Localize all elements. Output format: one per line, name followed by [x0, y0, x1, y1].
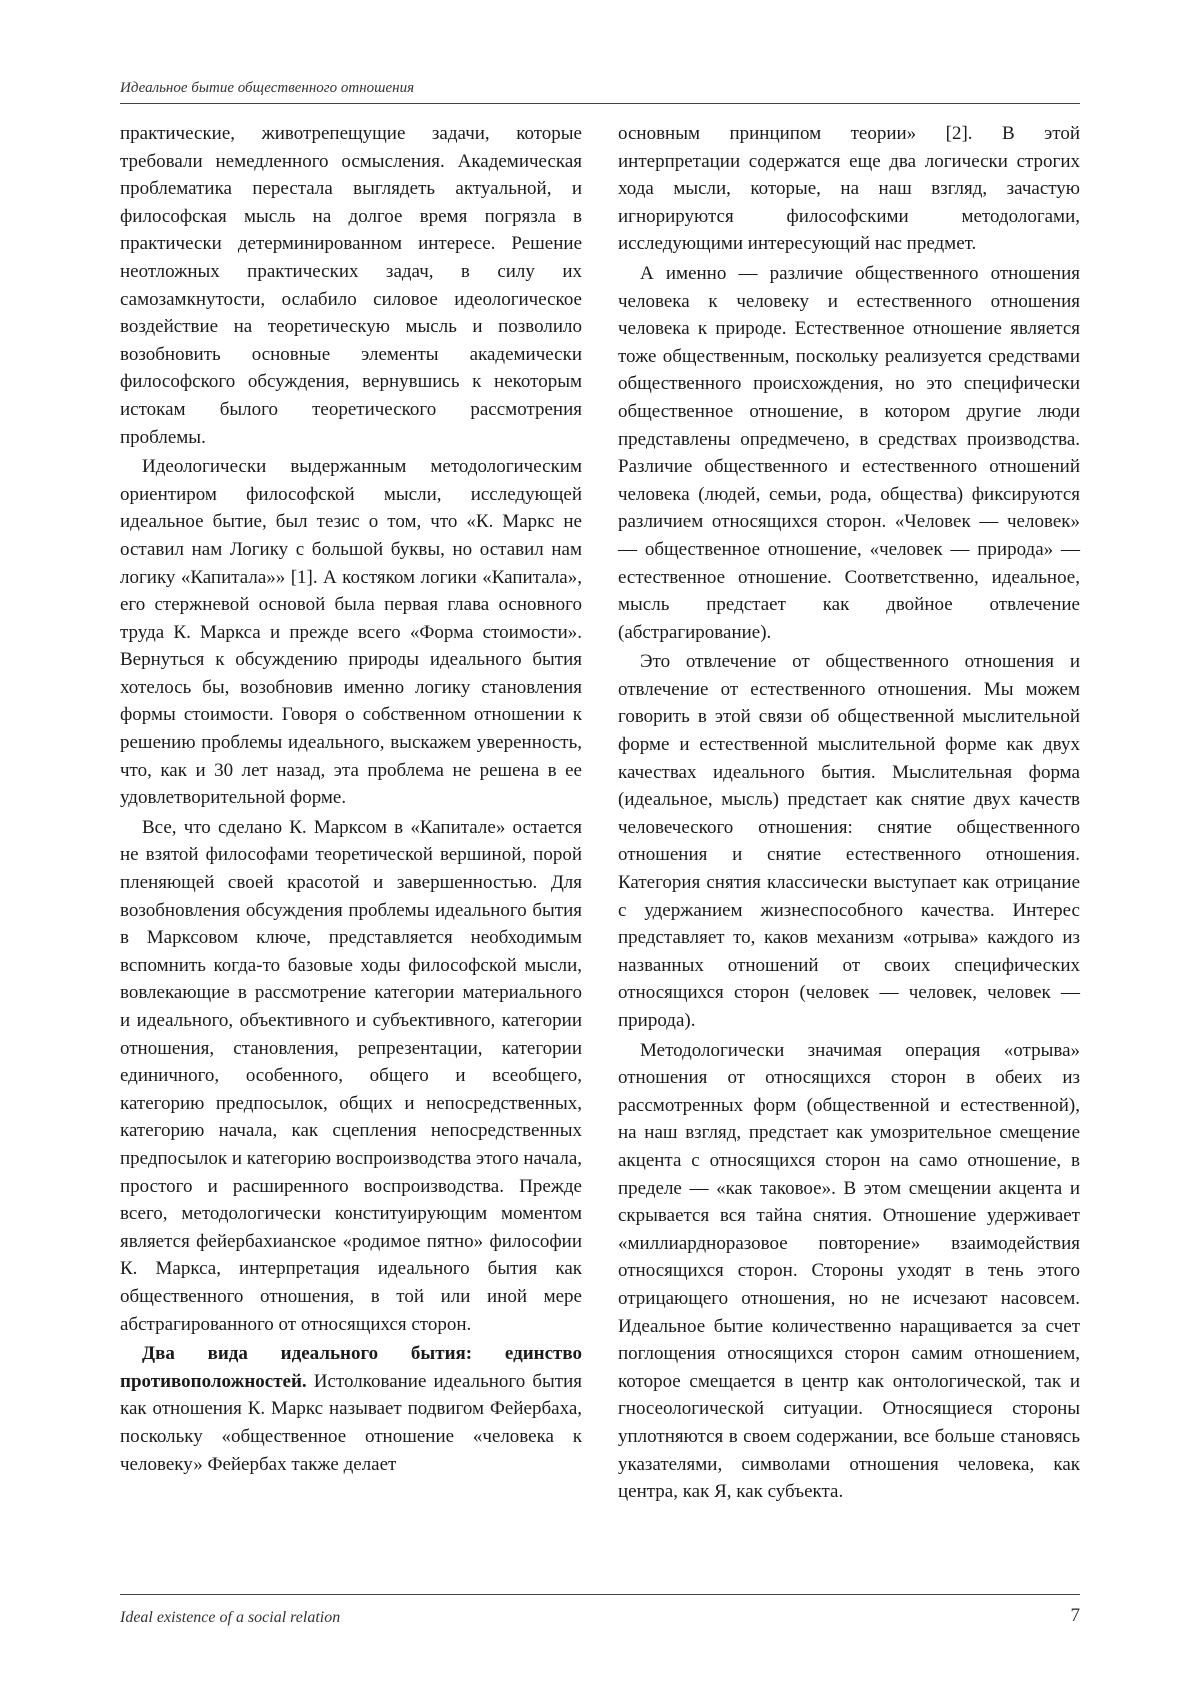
page-number: 7	[1070, 1605, 1080, 1626]
section-text: Истолкование идеального бытия как отношения К. Маркс называет подвигом Фейербаха, поскольку «общественное отношение «человека к человеку» Фейербах также делает	[120, 1370, 582, 1475]
header-rule	[120, 103, 1080, 104]
left-paragraph-1: практические, животрепещущие задачи, которые требовали немедленного осмысления. Академическая проблематика перестала выглядеть актуальной, и философская мысль на долгое время погрязла в практически детерминированном интересе. Решение неотложных практических задач, в силу их самозамкнутости, ослабило силовое идеологическое воздействие на теоретическую мысль и позволило возобновить основные элементы академически философского обсуждения, вернувшись к некоторым истокам былого теоретического рассмотрения проблемы.	[120, 123, 582, 448]
left-column	[120, 120, 582, 1506]
article-body	[120, 120, 1080, 1506]
left-paragraph-2: Идеологически выдержанным методологическим ориентиром философской мысли, исследующей идеальное бытие, был тезис о том, что «К. Маркс не оставил нам Логику с большой буквы, но оставил нам логику «Капитала»» [1]. А костяком логики «Капитала», его стержневой основой была первая глава основного труда К. Маркса и прежде всего «Форма стоимости». Вернуться к обсуждению природы идеального бытия хотелось бы, возобновив именно логику становления формы стоимости. Говоря о собственном отношении к решению проблемы идеального, выскажем уверенность, что, как и 30 лет назад, эта проблема не решена в ее удовлетворительной форме.	[120, 456, 582, 809]
running-title: Идеальное бытие общественного отношения	[120, 80, 415, 96]
right-paragraph-1: основным принципом теории» [2]. В этой интерпретации содержатся еще два логически строгих хода мысли, которые, на наш взгляд, зачастую игнорируются философскими методологами, исследующими интересующий нас предмет.	[618, 123, 1080, 255]
right-paragraph-2: А именно — различие общественного отношения человека к человеку и естественного отношения человека к природе. Естественное отношение является тоже общественным, поскольку реализуется средствами общественного происхождения, но это специфически общественное отношение, в котором другие люди представлены опредмечено, в средствах производства. Различие общественного и естественного отношений человека (людей, семьи, рода, общества) фиксируются различием относящихся сторон. «Человек — человек» — общественное отношение, «человек — природа» — естественное отношение. Соответственно, идеальное, мысль предстает как двойное отвлечение (абстрагирование).	[618, 262, 1080, 643]
right-column	[618, 120, 1080, 1506]
footer-english-title: Ideal existence of a social relation	[120, 1609, 341, 1626]
section-heading: Два вида идеального бытия: единство противоположностей.	[120, 1343, 582, 1392]
right-paragraph-4: Методологически значимая операция «отрыва» отношения от относящихся сторон в обеих из рассмотренных форм (общественной и естественной), на наш взгляд, предстает как умозрительное смещение акцента с относящихся сторон на само отношение, в пределе — «как таковое». В этом смещении акцента и скрывается вся тайна снятия. Отношение удерживает «миллиардноразовое повторение» взаимодействия относящихся сторон. Стороны уходят в тень этого отрицающего отношения, но не исчезают насовсем. Идеальное бытие количественно наращивается за счет поглощения относящихся сторон самим отношением, которое смещается в центр как онтологической, так и гносеологической ситуации. Относящиеся стороны уплотняются в своем содержании, все больше становясь указателями, символами отношения человека, как центра, как Я, как субъекта.	[618, 1039, 1080, 1503]
right-paragraph-3: Это отвлечение от общественного отношения и отвлечение от естественного отношения. Мы можем говорить в этой связи об общественной мыслительной форме и естественной мыслительной форме как двух качествах идеального бытия. Мыслительная форма (идеальное, мысль) предстает как снятие двух качеств человеческого отношения: снятие общественного отношения и снятие естественного отношения. Категория снятия классически выступает как отрицание с удержанием жизнеспособного качества. Интерес представляет то, каков механизм «отрыва» каждого из названных отношений от своих специфических относящихся сторон (человек — человек, человек — природа).	[618, 651, 1080, 1031]
section-paragraph	[120, 1340, 582, 1478]
left-paragraph-3: Все, что сделано К. Марксом в «Капитале» остается не взятой философами теоретической вершиной, порой пленяющей своей красотой и завершенностью. Для возобновления обсуждения проблемы идеального бытия в Марксовом ключе, представляется необходимым вспомнить когда-то базовые ходы философской мысли, вовлекающие в рассмотрение категории материального и идеального, объективного и субъективного, категории отношения, становления, репрезентации, категории единичного, особенного, общего и всеобщего, категорию предпосылок, общих и непосредственных, категорию начала, как сцепления непосредственных предпосылок и категорию воспроизводства этого начала, простого и расширенного воспроизводства. Прежде всего, методологически конституирующим моментом является фейербахианское «родимое пятно» философии К. Маркса, интерпретация идеального бытия как общественного отношения, в той или иной мере абстрагированного от относящихся сторон.	[120, 816, 582, 1335]
footer-rule	[120, 1594, 1080, 1595]
